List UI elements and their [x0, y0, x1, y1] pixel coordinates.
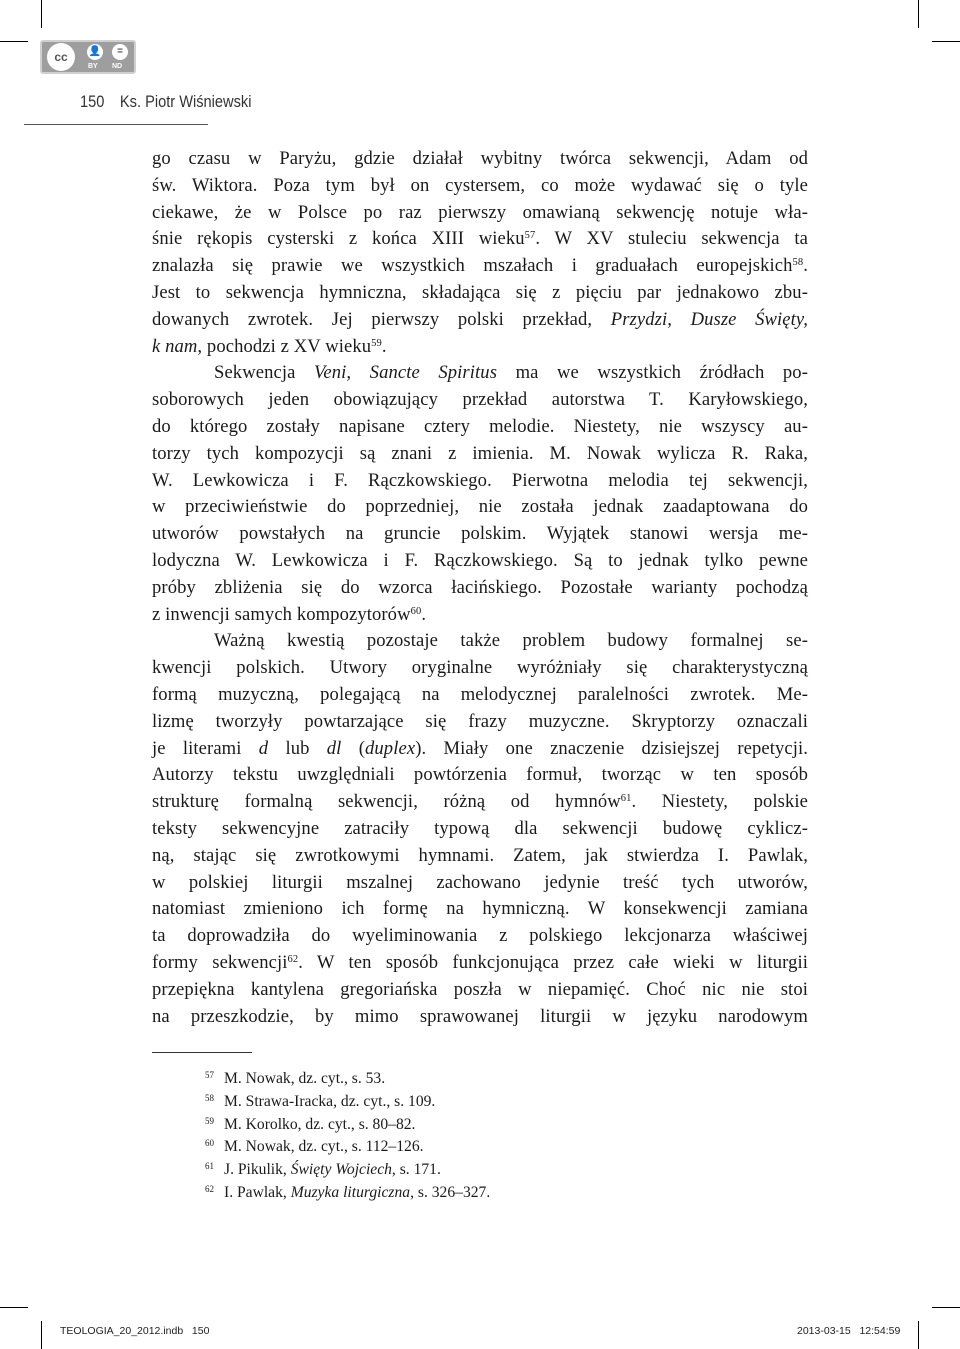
running-head: [80, 92, 251, 122]
header-rule: [24, 124, 208, 125]
no-derivatives-icon: =: [112, 44, 128, 60]
footnote-ref: 58: [792, 257, 804, 269]
crop-mark: [41, 0, 42, 28]
text-line: k nam, pochodzi z XV wieku$^{59}$.: [152, 335, 387, 357]
cc-license-badge: [40, 40, 136, 74]
text-line: w przeciwieństwie do poprzedniej, nie została jednak zaadaptowana do: [152, 496, 808, 518]
footnote: $^{60}$ M. Nowak, dz. cyt., s. 112–126.: [205, 1138, 424, 1156]
text-line: próby zbliżenia się do wzorca łacińskiego. Pozostałe warianty pochodzą: [152, 576, 808, 598]
footnote: $^{57}$ M. Nowak, dz. cyt., s. 53.: [205, 1070, 386, 1087]
text-line: na przeszkodzie, by mimo sprawowanej liturgii w języku narodowym: [152, 1005, 808, 1027]
footnote-ref: 57: [524, 230, 536, 242]
body-text: [152, 146, 808, 1030]
text-line: ciekawe, że w Polsce po raz pierwszy omawianą sekwencję notuje wła-: [152, 201, 808, 223]
author-name: Ks. Piotr Wiśniewski: [119, 92, 252, 111]
footnote-ref: 62: [287, 953, 299, 965]
crop-mark: [0, 41, 28, 42]
footnote: $^{59}$ M. Korolko, dz. cyt., s. 80–82.: [205, 1115, 416, 1133]
crop-mark: [0, 1307, 28, 1308]
footnote: $^{58}$ M. Strawa-Iracka, dz. cyt., s. 109.: [205, 1092, 436, 1110]
text-line: przepiękna kantylena gregoriańska poszła w niepamięć. Choć nic nie stoi: [152, 978, 808, 1000]
text-line: ta doprowadziła do wyeliminowania z polskiego lekcjonarza właściwej: [152, 925, 808, 947]
crop-mark: [932, 1307, 960, 1308]
footnote-ref: 60: [410, 605, 422, 617]
crop-mark: [918, 1321, 919, 1349]
crop-mark: [41, 1321, 42, 1349]
text-line: znalazła się prawie we wszystkich mszałach i graduałach europejskich$^{58}$.: [152, 255, 808, 277]
footnote-ref: 59: [371, 337, 382, 349]
text-line: go czasu w Paryżu, gdzie działał wybitny twórca sekwencji, Adam od: [152, 148, 808, 169]
text-line: lodyczna W. Lewkowicza i F. Rączkowskiego. Są to jednak tylko pewne: [152, 549, 808, 571]
text-line: w polskiej liturgii mszalnej zachowano jedynie treść tych utworów,: [152, 871, 808, 893]
text-line: Ważną kwestią pozostaje także problem budowy formalnej se-: [214, 630, 808, 652]
text-line: Sekwencja Veni, Sancte Spiritus ma we wszystkich źródłach po-: [214, 362, 808, 384]
title-italic: Veni, Sancte Spiritus: [313, 362, 498, 384]
text-line: teksty sekwencyjne zatraciły typową dla sekwencji budowę cyklicz-: [152, 817, 808, 839]
text-line: śnie rękopis cysterski z końca XIII wieku$^{57}$. W XV stuleciu sekwencja ta: [152, 228, 808, 250]
text-line: ną, stając się zwrotkowymi hymnami. Zatem, jak stwierdza I. Pawlak,: [152, 844, 808, 866]
text-line: formą muzyczną, polegającą na melodycznej paralelności zwrotek. Me-: [152, 683, 808, 705]
page-number: 150: [80, 92, 105, 111]
footnote-ref: 61: [620, 793, 632, 805]
slug-filename: TEOLOGIA_20_2012.indb 150: [60, 1325, 210, 1337]
slug-timestamp: 2013-03-15 12:54:59: [797, 1325, 901, 1337]
text-line: do którego zostały napisane cztery melodie. Niestety, nie wszyscy au-: [152, 415, 808, 437]
text-line: Autorzy tekstu uwzględniali powtórzenia formuł, tworząc w ten sposób: [152, 764, 808, 786]
text-line: torzy tych kompozycji są znani z imienia. M. Nowak wylicza R. Raka,: [152, 442, 808, 464]
crop-mark: [918, 0, 919, 28]
text-line: soborowych jeden obowiązujący przekład autorstwa T. Karyłowskiego,: [152, 389, 808, 411]
text-line: natomiast zmieniono ich formę na hymniczną. W konsekwencji zamiana: [152, 898, 808, 920]
text-line: św. Wiktora. Poza tym był on cystersem, co może wydawać się o tyle: [152, 174, 808, 196]
by-attribution-icon: 👤: [87, 44, 103, 60]
footnotes: [205, 1068, 805, 1205]
footnote: $^{62}$ I. Pawlak, Muzyka liturgiczna, s. 326–327.: [205, 1183, 491, 1201]
text-line: utworów powstałych na gruncie polskim. Wyjątek stanowi wersja me-: [152, 523, 808, 545]
text-line: z inwencji samych kompozytorów$^{60}$.: [152, 603, 427, 625]
text-line: W. Lewkowicza i F. Rączkowskiego. Pierwotna melodia tej sekwencji,: [152, 469, 808, 491]
cc-icon: cc: [47, 43, 75, 71]
text-line: lizmę tworzyły powtarzające się frazy muzyczne. Skryptorzy oznaczali: [152, 710, 808, 732]
text-line: Jest to sekwencja hymniczna, składająca się z pięciu par jednakowo zbu-: [152, 281, 808, 303]
text-line: kwencji polskich. Utwory oryginalne wyróżniały się charakterystyczną: [152, 657, 808, 679]
title-italic: k nam,: [152, 335, 203, 357]
text-line: je literami d lub dl (duplex). Miały one znaczenie dzisiejszej repetycji.: [152, 737, 809, 759]
by-label: BY: [88, 63, 98, 70]
text-line: strukturę formalną sekwencji, różną od hymnów$^{61}$. Niestety, polskie: [152, 791, 808, 813]
text-line: formy sekwencji$^{62}$. W ten sposób funkcjonująca przez całe wieki w liturgii: [152, 951, 809, 973]
footnote: $^{61}$ J. Pikulik, Święty Wojciech, s. 171.: [205, 1161, 441, 1179]
nd-label: ND: [112, 63, 123, 70]
footnote-rule: [152, 1052, 252, 1053]
crop-mark: [932, 41, 960, 42]
title-italic: Przydzi, Dusze Święty,: [610, 308, 808, 330]
text-line: dowanych zwrotek. Jej pierwszy polski przekład, Przydzi, Dusze Święty,: [152, 308, 808, 330]
